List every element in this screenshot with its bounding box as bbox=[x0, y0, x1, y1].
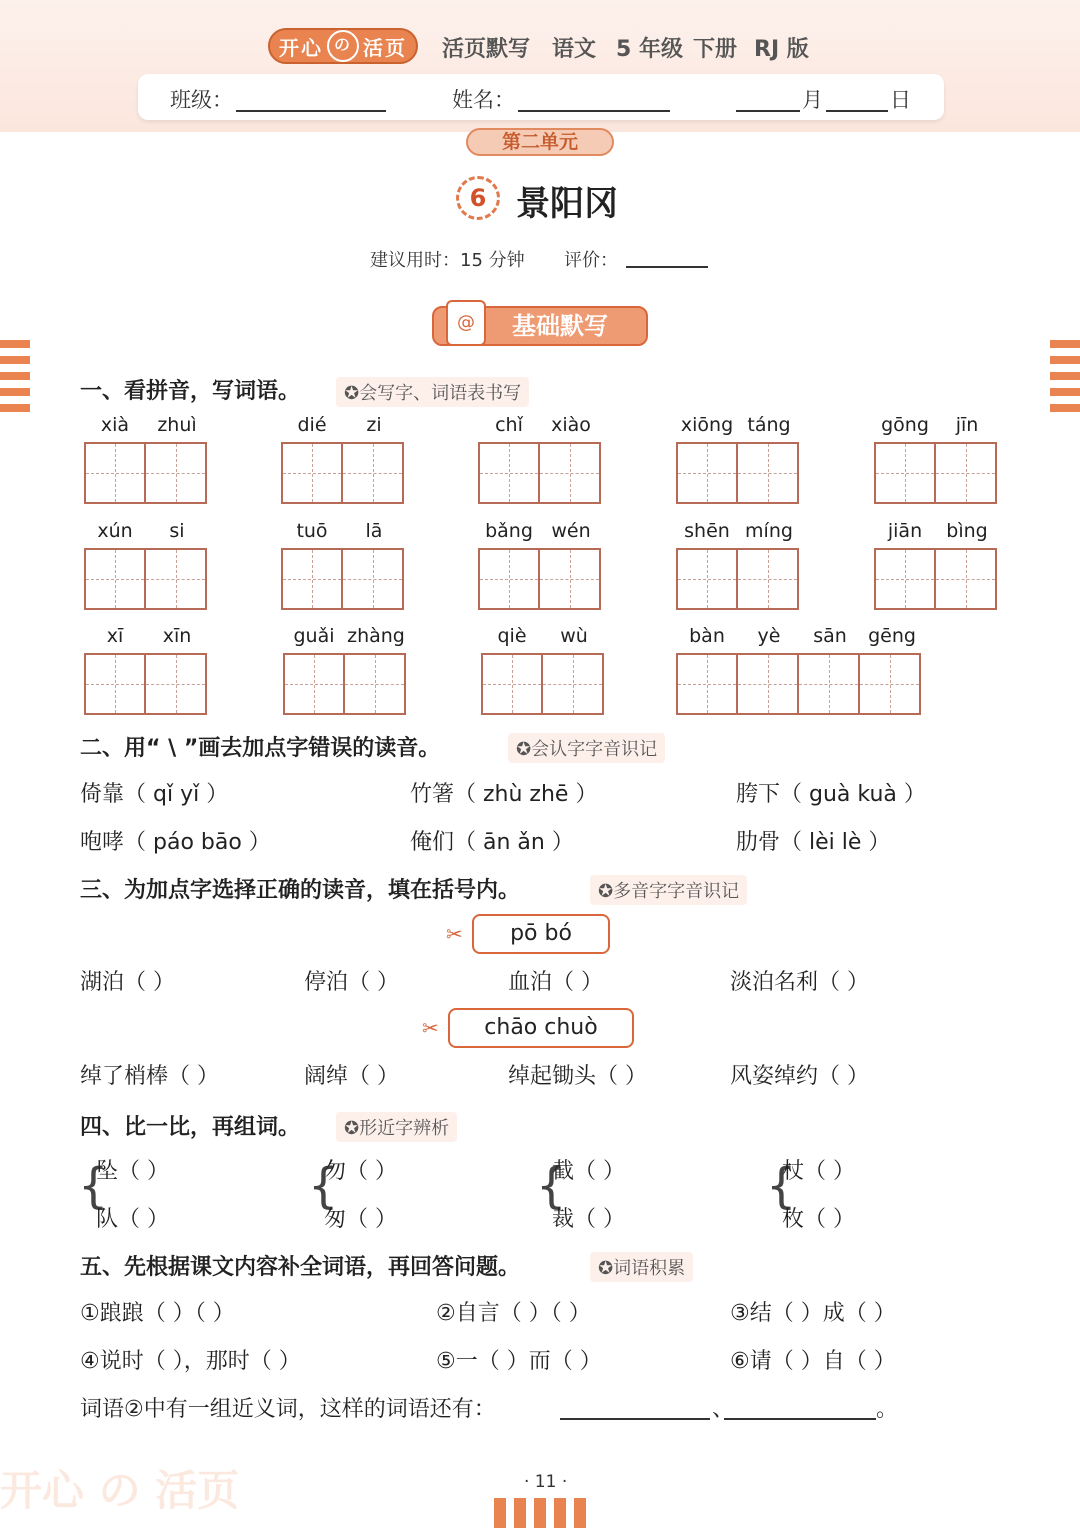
q4-word: 截（ ） bbox=[552, 1159, 625, 1184]
footer-bar bbox=[494, 1498, 506, 1528]
tianzige-box[interactable] bbox=[281, 442, 343, 504]
tianzige-box[interactable] bbox=[283, 653, 345, 715]
pinyin: shēn bbox=[684, 520, 730, 542]
tianzige-box[interactable] bbox=[342, 442, 404, 504]
pinyin: guǎi bbox=[293, 625, 335, 647]
brace-icon: { bbox=[78, 1158, 109, 1214]
pinyin: gēng bbox=[868, 625, 916, 647]
pinyin: qiè bbox=[497, 625, 527, 647]
q3-item: 湖泊（ ） bbox=[80, 970, 175, 995]
lesson-number: 6 bbox=[456, 176, 500, 220]
q4-word: 坠（ ） bbox=[96, 1159, 169, 1184]
q5-title: 五、先根据课文内容补全词语，再回答问题。 bbox=[80, 1255, 521, 1280]
pinyin: bǎng bbox=[485, 520, 533, 542]
month-field[interactable] bbox=[736, 86, 800, 112]
logo-circle: の bbox=[327, 30, 359, 62]
q5-item: ⑤一（ ）而（ ） bbox=[436, 1349, 602, 1374]
tianzige-box[interactable] bbox=[676, 653, 738, 715]
q3-tag: ✪多音字字音识记 bbox=[590, 875, 747, 905]
tianzige-box[interactable] bbox=[344, 653, 406, 715]
q5-answer-field-2[interactable] bbox=[724, 1394, 876, 1420]
q3-item: 绰了梢棒（ ） bbox=[80, 1064, 219, 1089]
tianzige-box[interactable] bbox=[478, 548, 540, 610]
q4-title: 四、比一比，再组词。 bbox=[80, 1115, 301, 1140]
pinyin: xún bbox=[97, 520, 133, 542]
q5-item: ④说时（ ），那时（ ） bbox=[80, 1349, 301, 1374]
tianzige-box[interactable] bbox=[145, 653, 207, 715]
tianzige-box[interactable] bbox=[737, 653, 799, 715]
q2-item: 俺们（ ān ǎn ） bbox=[410, 830, 574, 855]
pinyin: wén bbox=[551, 520, 591, 542]
pinyin: lā bbox=[365, 520, 383, 542]
name-label: 姓名： bbox=[452, 88, 515, 112]
right-stripes bbox=[1050, 340, 1080, 420]
logo-text-right: 活页 bbox=[363, 35, 407, 60]
tianzige-box[interactable] bbox=[145, 442, 207, 504]
section-banner: 基础默写 bbox=[432, 306, 648, 346]
pinyin: si bbox=[169, 520, 185, 542]
unit-tag: 第二单元 bbox=[466, 128, 614, 156]
logo-text-left: 开心 bbox=[279, 35, 323, 60]
footer-bar bbox=[574, 1498, 586, 1528]
pinyin: táng bbox=[747, 414, 791, 436]
pinyin: xià bbox=[100, 414, 130, 436]
q2-item: 胯下（ guà kuà ） bbox=[736, 782, 926, 807]
pinyin: xīn bbox=[162, 625, 192, 647]
q2-item: 竹箸（ zhù zhē ） bbox=[410, 782, 598, 807]
q3-options-2: chāo chuò bbox=[448, 1008, 634, 1048]
q1-title: 一、看拼音，写词语。 bbox=[80, 379, 301, 404]
tianzige-box[interactable] bbox=[935, 442, 997, 504]
tianzige-box[interactable] bbox=[84, 653, 146, 715]
pinyin: xī bbox=[106, 625, 124, 647]
scissors-icon: ✂ bbox=[422, 1016, 439, 1040]
pinyin: xiào bbox=[551, 414, 591, 436]
tianzige-box[interactable] bbox=[859, 653, 921, 715]
tianzige-box[interactable] bbox=[798, 653, 860, 715]
class-label: 班级： bbox=[170, 88, 233, 112]
q3-options-1: pō bó bbox=[472, 914, 610, 954]
pinyin: tuō bbox=[296, 520, 328, 542]
pinyin: yè bbox=[757, 625, 781, 647]
day-field[interactable] bbox=[826, 86, 888, 112]
q2-item: 咆哮（ páo bāo ） bbox=[80, 830, 271, 855]
footer-bar bbox=[554, 1498, 566, 1528]
left-stripes bbox=[0, 340, 30, 420]
pinyin: zhàng bbox=[347, 625, 405, 647]
q4-word: 勿（ ） bbox=[324, 1159, 397, 1184]
scissors-icon: ✂ bbox=[446, 922, 463, 946]
tianzige-box[interactable] bbox=[539, 442, 601, 504]
footer-bar bbox=[514, 1498, 526, 1528]
pinyin: xiōng bbox=[680, 414, 734, 436]
tianzige-box[interactable] bbox=[874, 442, 936, 504]
q3-item: 淡泊名利（ ） bbox=[730, 970, 869, 995]
pinyin: chǐ bbox=[495, 414, 523, 436]
q5-question: 词语②中有一组近义词，这样的词语还有： bbox=[80, 1397, 496, 1422]
q5-item: ③结（ ）成（ ） bbox=[730, 1301, 896, 1326]
brace-icon: { bbox=[766, 1158, 797, 1214]
pinyin: jīn bbox=[955, 414, 979, 436]
q2-title: 二、用“ \ ”画去加点字错误的读音。 bbox=[80, 736, 441, 761]
pinyin: zi bbox=[366, 414, 382, 436]
q5-item: ②自言（ ）（ ） bbox=[436, 1301, 591, 1326]
watermark-logo: 开心 の 活页 bbox=[0, 1466, 240, 1515]
tianzige-box[interactable] bbox=[481, 653, 543, 715]
name-field[interactable] bbox=[518, 86, 670, 112]
q4-word: 杖（ ） bbox=[782, 1159, 855, 1184]
q5-tag: ✪词语积累 bbox=[590, 1252, 693, 1282]
q1-tag: ✪会写字、词语表书写 bbox=[336, 377, 529, 407]
score-label: 评价： bbox=[564, 250, 618, 271]
bookmark-icon: @ bbox=[446, 300, 486, 346]
q3-item: 绰起锄头（ ） bbox=[508, 1064, 647, 1089]
footer-bar bbox=[534, 1498, 546, 1528]
q3-item: 停泊（ ） bbox=[304, 970, 399, 995]
page-number: · 11 · bbox=[524, 1472, 568, 1492]
tianzige-box[interactable] bbox=[737, 442, 799, 504]
pinyin: bàn bbox=[689, 625, 725, 647]
q4-word: 匆（ ） bbox=[324, 1207, 397, 1232]
q3-item: 风姿绰约（ ） bbox=[730, 1064, 869, 1089]
tianzige-box[interactable] bbox=[676, 548, 738, 610]
brace-icon: { bbox=[308, 1158, 339, 1214]
brace-icon: { bbox=[536, 1158, 567, 1214]
tianzige-box[interactable] bbox=[281, 548, 343, 610]
q3-item: 阔绰（ ） bbox=[304, 1064, 399, 1089]
q4-tag: ✪形近字辨析 bbox=[336, 1112, 457, 1142]
q3-title: 三、为加点字选择正确的读音，填在括号内。 bbox=[80, 878, 521, 903]
tianzige-box[interactable] bbox=[84, 442, 146, 504]
q5-item: ⑥请（ ）自（ ） bbox=[730, 1349, 896, 1374]
edition: RJ 版 bbox=[754, 37, 809, 62]
q5-answer-field-1[interactable] bbox=[560, 1394, 710, 1420]
q2-tag: ✪会认字字音识记 bbox=[508, 733, 665, 763]
q4-word: 枚（ ） bbox=[782, 1207, 855, 1232]
pinyin: sān bbox=[813, 625, 847, 647]
pinyin: wù bbox=[560, 625, 588, 647]
pinyin: bìng bbox=[946, 520, 988, 542]
volume: 下册 bbox=[693, 37, 738, 62]
tianzige-box[interactable] bbox=[676, 442, 738, 504]
pinyin: gōng bbox=[881, 414, 929, 436]
month-label: 月 bbox=[802, 88, 823, 112]
pinyin: dié bbox=[297, 414, 327, 436]
q4-word: 裁（ ） bbox=[552, 1207, 625, 1232]
tianzige-box[interactable] bbox=[874, 548, 936, 610]
pinyin: míng bbox=[745, 520, 793, 542]
q2-item: 肋骨（ lèi lè ） bbox=[736, 830, 891, 855]
suggested-time: 建议用时：15 分钟 bbox=[370, 250, 525, 271]
pinyin: zhuì bbox=[157, 414, 197, 436]
brand-logo bbox=[268, 28, 418, 64]
tianzige-box[interactable] bbox=[935, 548, 997, 610]
q5-separator: 、 bbox=[712, 1397, 735, 1422]
tianzige-box[interactable] bbox=[342, 548, 404, 610]
day-label: 日 bbox=[890, 88, 911, 112]
q3-item: 血泊（ ） bbox=[508, 970, 603, 995]
tianzige-box[interactable] bbox=[478, 442, 540, 504]
q5-end: 。 bbox=[876, 1397, 899, 1422]
tianzige-box[interactable] bbox=[539, 548, 601, 610]
class-field[interactable] bbox=[236, 86, 386, 112]
series-name: 活页默写 bbox=[442, 37, 531, 62]
tianzige-box[interactable] bbox=[84, 548, 146, 610]
q5-item: ①踉踉（ ）（ ） bbox=[80, 1301, 235, 1326]
grade: 5 年级 bbox=[616, 37, 683, 62]
pinyin: jiān bbox=[887, 520, 923, 542]
tianzige-box[interactable] bbox=[542, 653, 604, 715]
tianzige-box[interactable] bbox=[145, 548, 207, 610]
q2-item: 倚靠（ qǐ yǐ ） bbox=[80, 782, 229, 807]
subject: 语文 bbox=[552, 37, 597, 62]
tianzige-box[interactable] bbox=[737, 548, 799, 610]
q4-word: 队（ ） bbox=[96, 1207, 169, 1232]
lesson-title: 景阳冈 bbox=[516, 184, 618, 224]
score-field[interactable] bbox=[626, 244, 708, 268]
